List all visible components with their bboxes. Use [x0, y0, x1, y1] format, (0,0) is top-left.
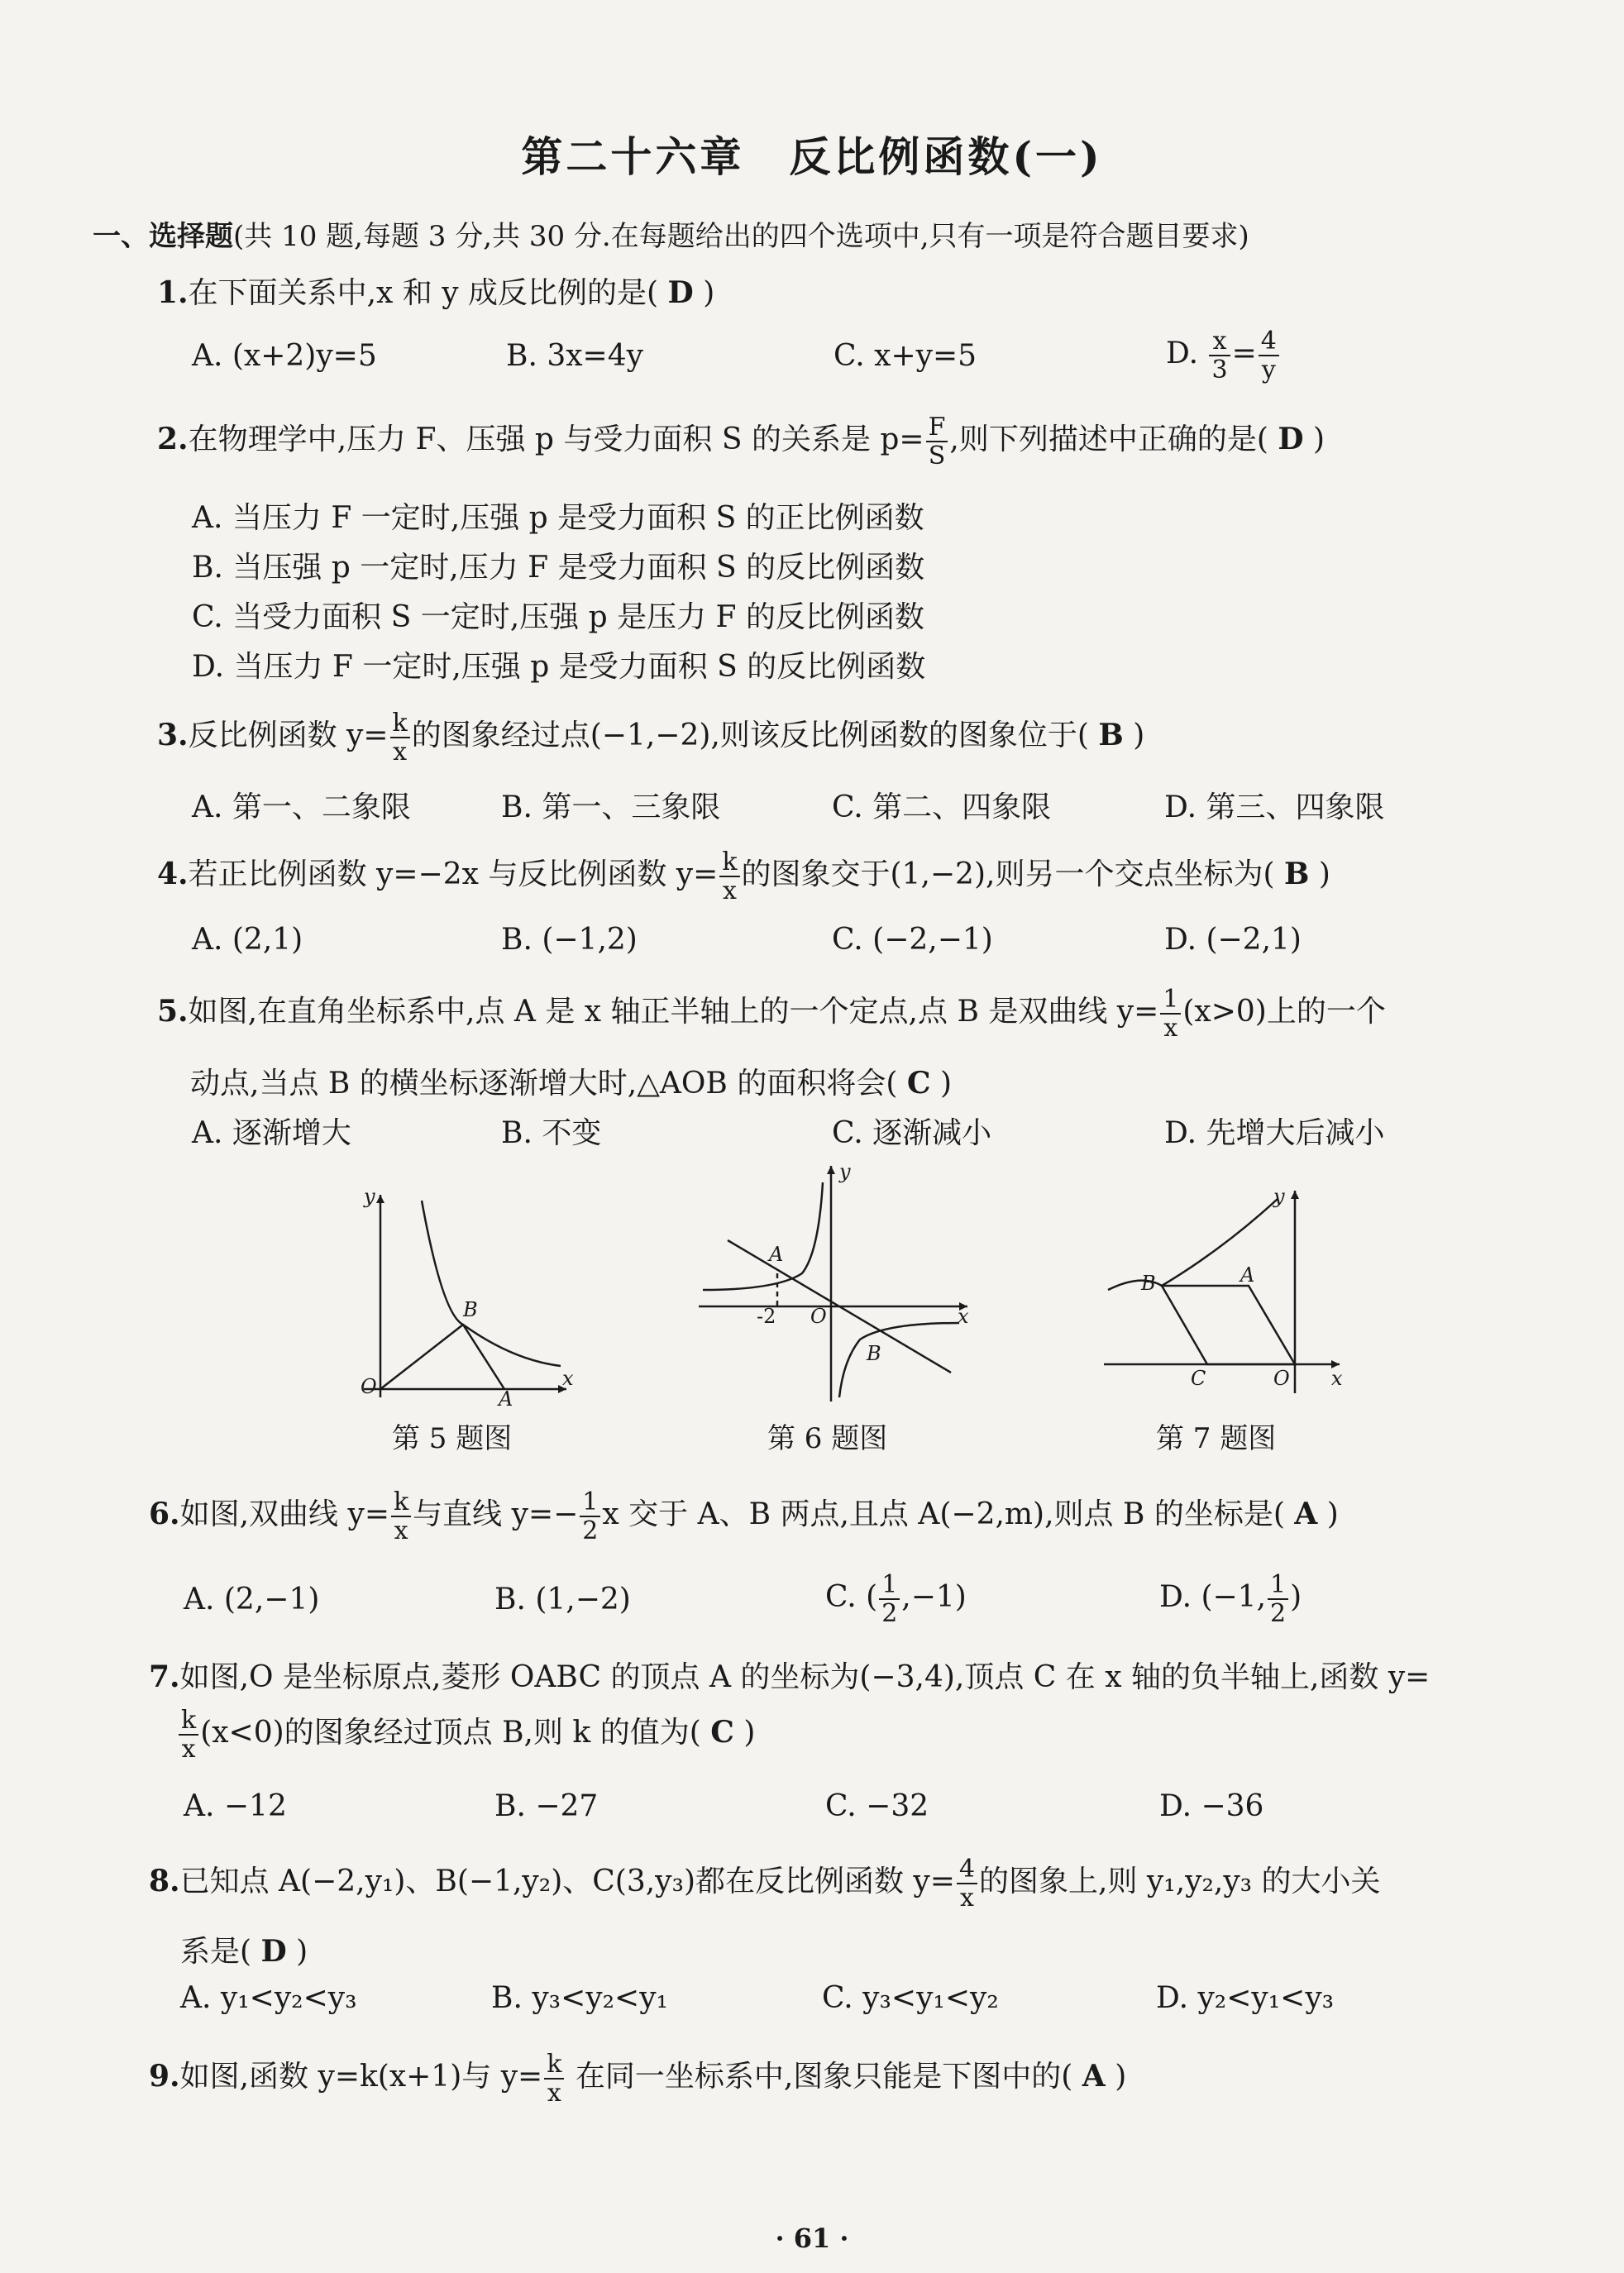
question-5 — [157, 986, 1386, 1042]
option-label: D. (−1, — [1159, 1580, 1267, 1614]
question-text: 如图,在直角坐标系中,点 A 是 x 轴正半轴上的一个定点,点 B 是双曲线 y= — [188, 995, 1159, 1029]
option-b: B. 第一、三象限 — [501, 790, 721, 824]
section-title: 一、选择题 — [93, 220, 233, 253]
question-text: 与直线 y=− — [413, 1497, 579, 1531]
page-title: 第二十六章 反比例函数(一) — [521, 132, 1103, 181]
label-y: y — [1273, 1185, 1285, 1208]
page-number: · 61 · — [775, 2223, 849, 2254]
figure-7 — [1100, 1182, 1348, 1406]
option-d — [1159, 1571, 1302, 1627]
fraction: $\frac{4}{x}$ — [957, 1855, 977, 1912]
answer: A — [1082, 2059, 1106, 2094]
option-b: B. 当压强 p 一定时,压力 F 是受力面积 S 的反比例函数 — [192, 551, 925, 585]
option-c: C. 逐渐减小 — [832, 1116, 992, 1150]
option-d: D. 当压力 F 一定时,压强 p 是受力面积 S 的反比例函数 — [192, 650, 926, 684]
fraction: $\frac{1}{2}$ — [580, 1488, 600, 1545]
fraction: $\frac{k}{x}$ — [719, 848, 739, 905]
option-label: D. — [1166, 337, 1199, 370]
figure-6 — [695, 1158, 976, 1406]
option-b: B. (−1,2) — [501, 923, 638, 957]
label-a: A — [499, 1387, 513, 1406]
option-a: A. (2,1) — [192, 923, 303, 957]
option-b: B. y₃<y₂<y₁ — [491, 1981, 668, 2015]
option-a: A. 第一、二象限 — [192, 790, 411, 824]
label-o: O — [1273, 1367, 1290, 1390]
segment-ob — [380, 1325, 463, 1389]
question-text: 在同一坐标系中,图象只能是下图中的( — [566, 2060, 1073, 2094]
fraction: $\frac{k}{x}$ — [390, 709, 410, 766]
question-6 — [149, 1488, 1339, 1545]
label-b: B — [463, 1298, 478, 1321]
fraction: $\frac{k}{x}$ — [391, 1488, 411, 1545]
label-x: x — [1331, 1367, 1343, 1390]
option-b: B. 3x=4y — [506, 339, 643, 373]
option-label: C. ( — [825, 1580, 878, 1614]
question-number: 5. — [157, 994, 189, 1029]
arrow-icon — [827, 1166, 835, 1174]
option-d: D. y₂<y₁<y₃ — [1156, 1981, 1335, 2015]
question-number: 4. — [157, 857, 189, 891]
rhombus — [1162, 1286, 1295, 1364]
question-text: 若正比例函数 y=−2x 与反比例函数 y= — [188, 857, 719, 891]
label-y: y — [839, 1160, 851, 1183]
option-a: A. (x+2)y=5 — [192, 339, 377, 373]
fraction: $\frac{4}{y}$ — [1259, 327, 1279, 384]
question-3 — [157, 709, 1144, 766]
question-text: 的图象上,则 y₁,y₂,y₃ 的大小关 — [979, 1865, 1381, 1898]
label-neg2: -2 — [757, 1305, 776, 1328]
figure-5 — [339, 1182, 579, 1406]
question-7-line2 — [177, 1707, 755, 1763]
question-text: 如图,函数 y=k(x+1)与 y= — [179, 2060, 543, 2094]
caption-7: 第 7 题图 — [1156, 1422, 1277, 1455]
fraction: $\frac{1}{x}$ — [1160, 986, 1181, 1042]
option-c: C. (−2,−1) — [832, 923, 993, 957]
close-paren: ) — [1326, 1497, 1339, 1531]
question-4 — [157, 848, 1330, 905]
close-paren: ) — [1133, 719, 1145, 752]
question-text: 动点,当点 B 的横坐标逐渐增大时,△AOB 的面积将会( — [190, 1067, 898, 1101]
fraction: $\frac{k}{x}$ — [544, 2051, 564, 2107]
close-paren: ) — [743, 1716, 756, 1750]
question-8 — [149, 1855, 1381, 1912]
option-c: C. x+y=5 — [833, 339, 977, 373]
option-a: A. (2,−1) — [184, 1583, 320, 1616]
arrow-icon — [1291, 1191, 1299, 1199]
option-d: D. 先增大后减小 — [1164, 1116, 1385, 1150]
option-c: C. y₃<y₁<y₂ — [822, 1981, 999, 2015]
question-text: 系是( — [180, 1935, 252, 1969]
label-x: x — [958, 1305, 969, 1328]
close-paren: ) — [1318, 857, 1330, 891]
option-b: B. (1,−2) — [494, 1583, 631, 1616]
answer: C — [710, 1715, 734, 1750]
question-text: 在物理学中,压力 F、压强 p 与受力面积 S 的关系是 p= — [188, 423, 924, 456]
question-number: 6. — [149, 1497, 180, 1531]
question-text: 的图象经过点(−1,−2),则该反比例函数的图象位于( — [411, 719, 1089, 752]
question-text: ,则下列描述中正确的是( — [949, 423, 1268, 456]
question-number: 1. — [157, 275, 189, 310]
answer: C — [906, 1066, 931, 1101]
close-paren: ) — [296, 1935, 308, 1969]
section-note: (共 10 题,每题 3 分,共 30 分.在每题给出的四个选项中,只有一项是符合题目要求) — [233, 220, 1249, 253]
question-1 — [157, 270, 714, 312]
fraction: $\frac{x}{3}$ — [1209, 327, 1230, 384]
caption-6: 第 6 题图 — [767, 1422, 888, 1455]
question-text: (x>0)上的一个 — [1182, 995, 1386, 1029]
caption-5: 第 5 题图 — [392, 1422, 513, 1455]
option-tail: ) — [1290, 1580, 1302, 1614]
label-a: A — [1240, 1263, 1255, 1287]
answer: B — [1098, 718, 1124, 752]
option-a: A. 当压力 F 一定时,压强 p 是受力面积 S 的正比例函数 — [192, 501, 924, 535]
question-7 — [149, 1654, 1430, 1696]
label-y: y — [364, 1185, 375, 1208]
question-2 — [157, 413, 1325, 470]
option-b: B. 不变 — [501, 1116, 602, 1150]
section-heading — [93, 213, 1249, 254]
label-c: C — [1191, 1367, 1206, 1390]
option-b: B. −27 — [494, 1789, 599, 1823]
option-c — [825, 1571, 967, 1627]
option-a: A. 逐渐增大 — [192, 1116, 351, 1150]
question-text: 在下面关系中,x 和 y 成反比例的是( — [188, 276, 659, 310]
close-paren: ) — [1313, 423, 1325, 456]
question-text: (x<0)的图象经过顶点 B,则 k 的值为( — [200, 1716, 701, 1750]
question-text: 反比例函数 y= — [188, 719, 389, 752]
question-number: 3. — [157, 718, 189, 752]
label-b: B — [867, 1342, 881, 1365]
close-paren: ) — [939, 1067, 952, 1101]
option-a: A. y₁<y₂<y₃ — [180, 1981, 357, 2015]
question-9 — [149, 2051, 1126, 2107]
fraction: $\frac{k}{x}$ — [179, 1707, 198, 1763]
question-text: 已知点 A(−2,y₁)、B(−1,y₂)、C(3,y₃)都在反比例函数 y= — [179, 1865, 955, 1898]
question-text: 如图,O 是坐标原点,菱形 OABC 的顶点 A 的坐标为(−3,4),顶点 C 在 x 轴的负半轴上,函数 y= — [179, 1660, 1431, 1694]
option-c: C. 第二、四象限 — [832, 790, 1052, 824]
question-number: 9. — [149, 2059, 180, 2094]
question-number: 8. — [149, 1864, 180, 1898]
fraction: $\frac{1}{2}$ — [879, 1571, 900, 1627]
answer: A — [1294, 1497, 1318, 1531]
label-a: A — [769, 1243, 784, 1266]
option-d: D. $\frac{x}{3}$ = $\frac{4}{y}$ — [1166, 327, 1281, 384]
segment-ba — [463, 1325, 504, 1389]
fraction: $\frac{F}{S}$ — [926, 413, 948, 470]
option-a: A. −12 — [184, 1789, 287, 1823]
close-paren: ) — [1115, 2060, 1127, 2094]
label-o: O — [810, 1305, 827, 1328]
label-o: O — [361, 1375, 377, 1398]
option-c: C. −32 — [825, 1789, 929, 1823]
question-text: 如图,双曲线 y= — [179, 1497, 389, 1531]
question-number: 2. — [157, 422, 189, 456]
question-number: 7. — [149, 1659, 180, 1694]
arrow-icon — [376, 1195, 385, 1203]
option-d: D. 第三、四象限 — [1164, 790, 1385, 824]
option-d: D. −36 — [1159, 1789, 1264, 1823]
fraction: $\frac{1}{2}$ — [1268, 1571, 1288, 1627]
option-c: C. 当受力面积 S 一定时,压强 p 是压力 F 的反比例函数 — [192, 600, 924, 634]
answer: D — [667, 275, 694, 310]
question-8-line2 — [180, 1928, 308, 1970]
hyperbola-left — [703, 1182, 823, 1290]
label-x: x — [562, 1367, 574, 1390]
question-text: x 交于 A、B 两点,且点 A(−2,m),则点 B 的坐标是( — [602, 1497, 1285, 1531]
hyperbola-right — [839, 1323, 959, 1397]
question-5-line2 — [190, 1060, 952, 1102]
answer: D — [1278, 422, 1304, 456]
answer: B — [1283, 857, 1310, 891]
label-b: B — [1141, 1272, 1156, 1295]
answer: D — [260, 1934, 287, 1969]
option-tail: ,−1) — [901, 1580, 967, 1614]
option-d: D. (−2,1) — [1164, 923, 1302, 957]
close-paren: ) — [703, 276, 715, 310]
question-text: 的图象交于(1,−2),则另一个交点坐标为( — [741, 857, 1275, 891]
